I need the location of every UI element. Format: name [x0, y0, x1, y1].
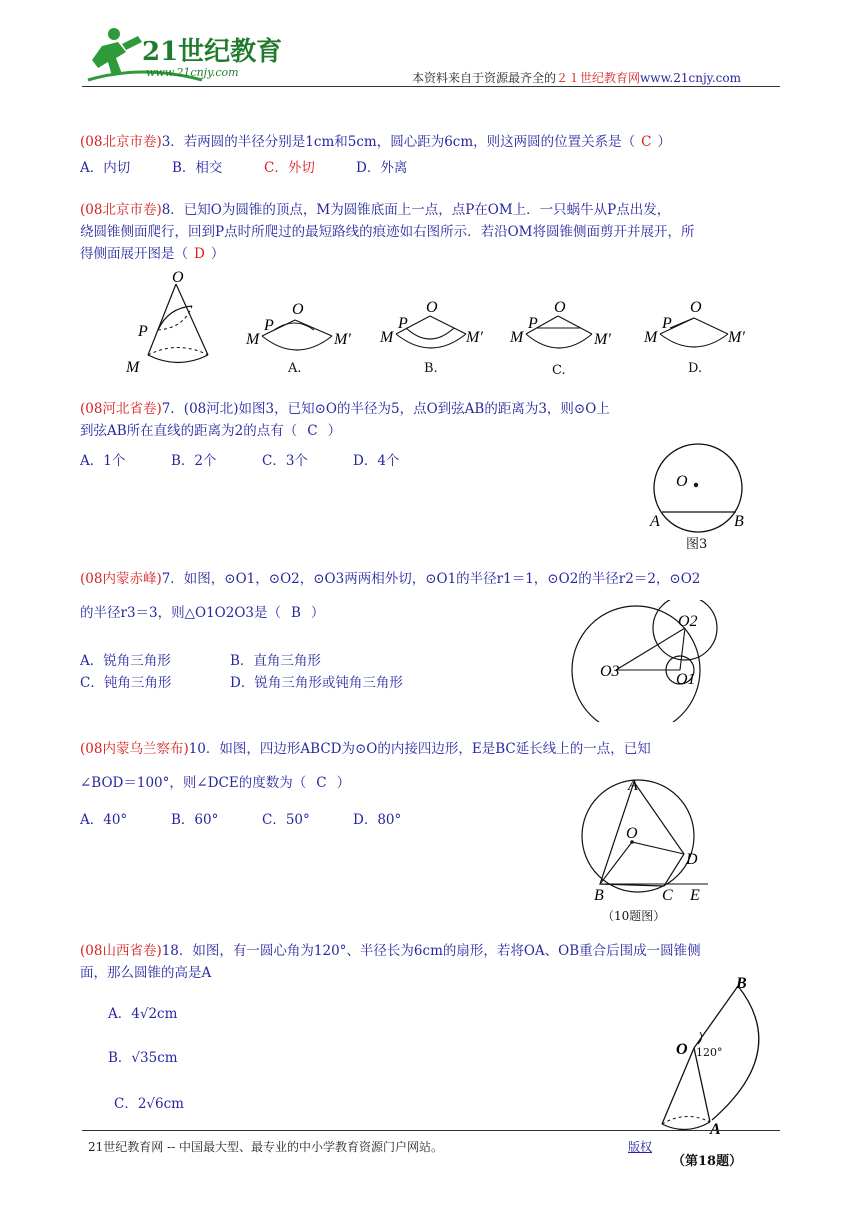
q6-label-angle: 120° [696, 1046, 723, 1059]
q5-option-d: D．80° [353, 812, 402, 828]
q3-option-d: D．4个 [353, 453, 400, 469]
q4-label-o1: O1 [676, 671, 696, 688]
a-p: P [264, 317, 274, 334]
q5-label-c: C [662, 887, 673, 904]
q5-label-e: E [690, 887, 700, 904]
q3-label-o: O [676, 473, 688, 490]
a-m2: M′ [334, 331, 351, 348]
c-m2: M′ [594, 331, 611, 348]
question-3 [80, 398, 780, 442]
footer-left: 21世纪教育网 -- 中国最大型、最专业的中小学教育资源门户网站。 [88, 1140, 444, 1154]
q5-options [80, 808, 401, 828]
q5-label-o: O [626, 825, 638, 842]
q5-tag: (08内蒙乌兰察布) [80, 741, 189, 757]
b-o: O [426, 299, 438, 316]
q4-circles-figure [568, 600, 738, 722]
q2-choice-c [509, 299, 611, 378]
question-2 [80, 199, 780, 265]
q2-choice-b [379, 299, 483, 376]
q3-tag: (08河北省卷) [80, 401, 162, 417]
q6-tag: (08山西省卷) [80, 943, 162, 959]
q1-answer: C [641, 134, 652, 150]
q1-option-b: B．相交 [172, 160, 223, 176]
q6-label-b: B [736, 975, 747, 992]
b-m2: M′ [466, 329, 483, 346]
c-o: O [554, 299, 566, 316]
q4-label-o3: O3 [600, 663, 620, 680]
choice-d-label: D. [688, 361, 703, 376]
footer-copyright-link[interactable]: 版权 [628, 1140, 653, 1154]
question-1 [80, 131, 671, 153]
q3-label-a: A [650, 513, 660, 530]
b-p: P [398, 315, 408, 332]
q4-label-o2: O2 [678, 613, 698, 630]
q2-close: ） [210, 246, 225, 262]
choice-b-label: B. [424, 361, 438, 376]
q4-line1: 7．如图，⊙O1，⊙O2，⊙O3两两相外切，⊙O1的半径r1＝1，⊙O2的半径r2＝2，⊙O2 [161, 571, 701, 587]
q6-option-a: A．4√2cm [108, 1006, 178, 1022]
q4-close: ） [310, 605, 325, 621]
q1-option-c: C．外切 [264, 160, 315, 176]
q5-caption: （10题图） [602, 909, 666, 923]
q5-line2: ∠BOD＝100°，则∠DCE的度数为（ [80, 775, 307, 791]
header-divider [82, 86, 780, 87]
q4-answer: B [290, 605, 301, 621]
q5-option-c: C．50° [262, 812, 310, 828]
q1-option-d: D．外离 [356, 160, 408, 176]
header-prefix: 本资料来自于资源最齐全的 [412, 71, 557, 85]
q5-label-a: A [628, 777, 638, 794]
q5-option-a: A．40° [80, 812, 128, 828]
q3-answer: C [307, 423, 318, 439]
q2-choices-figure [240, 298, 760, 380]
a-m: M [246, 331, 260, 348]
q5-label-d: D [686, 851, 698, 868]
q3-line1: 7．(08河北)如图3，已知⊙O的半径为5，点O到弦AB的距离为3，则⊙O上 [161, 401, 610, 417]
q4-options [80, 650, 403, 694]
q2-line3: 得侧面展开图是（ [80, 246, 188, 262]
q4-tag: (08内蒙赤峰) [80, 571, 162, 587]
q3-options [80, 449, 399, 469]
q4-option-d: D．锐角三角形或钝角三角形 [230, 675, 403, 691]
site-logo [82, 24, 282, 86]
d-m: M [644, 329, 658, 346]
header-brand[interactable]: ２１世纪教育网 [556, 71, 641, 85]
q5-label-b: B [594, 887, 604, 904]
q1-tag: (08北京市卷) [80, 134, 162, 150]
q3-option-a: A．1个 [80, 453, 126, 469]
q1-option-a: A．内切 [80, 160, 131, 176]
c-p: P [528, 315, 538, 332]
q2-answer: D [194, 246, 205, 262]
choice-a-label: A. [288, 361, 302, 376]
q3-option-c: C．3个 [262, 453, 308, 469]
b-m: M [380, 329, 394, 346]
q4-option-a: A．锐角三角形 [80, 653, 171, 669]
choice-c-label: C. [552, 363, 566, 378]
footer-divider [82, 1130, 780, 1131]
q3-option-b: B．2个 [171, 453, 217, 469]
q6-label-a: A [710, 1121, 721, 1138]
q3-close: ） [327, 423, 342, 439]
logo-text: 21世纪教育 [142, 37, 282, 67]
q1-close: ） [657, 134, 672, 150]
q4-option-c: C．钝角三角形 [80, 675, 172, 691]
q2-tag: (08北京市卷) [80, 202, 162, 218]
q3-label-b: B [734, 513, 744, 530]
q2-choice-a [245, 301, 351, 376]
q5-option-b: B．60° [171, 812, 219, 828]
c-m: M [510, 329, 524, 346]
d-m2: M′ [728, 329, 745, 346]
q1-options [80, 156, 407, 176]
q5-answer: C [316, 775, 327, 791]
q2-line1: 8．已知O为圆锥的顶点，M为圆锥底面上一点，点P在OM上．一只蜗牛从P点出发， [161, 202, 671, 218]
logo-url: www.21cnjy.com [146, 66, 239, 79]
q6-option-b: B．√35cm [108, 1050, 178, 1066]
q3-line2: 到弦AB所在直线的距离为2的点有（ [80, 423, 298, 439]
q4-option-b: B．直角三角形 [230, 653, 321, 669]
q2-line2: 绕圆锥侧面爬行，回到P点时所爬过的最短路线的痕迹如右图所示．若沿OM将圆锥侧面剪开并展开，所 [80, 224, 695, 240]
q5-quadrilateral-figure [576, 776, 716, 924]
q3-caption: 图3 [686, 537, 708, 552]
q2-label-p: P [138, 323, 148, 340]
d-p: P [662, 315, 672, 332]
q6-option-c: C．2√6cm [114, 1096, 184, 1112]
q2-label-o: O [172, 270, 184, 286]
header-url[interactable]: www.21cnjy.com [640, 71, 741, 85]
a-o: O [292, 301, 304, 318]
q6-line1: 18．如图，有一圆心角为120°、半径长为6cm的扇形，若将OA、OB重合后围成一圆锥侧 [161, 943, 701, 959]
q2-choice-d [643, 299, 745, 376]
q5-close: ） [336, 775, 351, 791]
header-source-note [412, 69, 741, 86]
q6-line2: 面，那么圆锥的高是A [80, 965, 212, 981]
q1-text: 3．若两圆的半径分别是1cm和5cm，圆心距为6cm，则这两圆的位置关系是（ [161, 134, 636, 150]
q3-circle-figure [640, 440, 760, 552]
q4-line2: 的半径r3＝3，则△O1O2O3是（ [80, 605, 281, 621]
q6-sector-cone-figure [650, 972, 780, 1144]
q2-cone-figure [118, 270, 228, 380]
q6-caption: （第18题） [672, 1154, 743, 1169]
q5-line1: 10．如图，四边形ABCD为⊙O的内接四边形，E是BC延长线上的一点，已知 [188, 741, 651, 757]
q2-label-m: M [126, 359, 140, 376]
d-o: O [690, 299, 702, 316]
q6-label-o: O [676, 1041, 688, 1058]
